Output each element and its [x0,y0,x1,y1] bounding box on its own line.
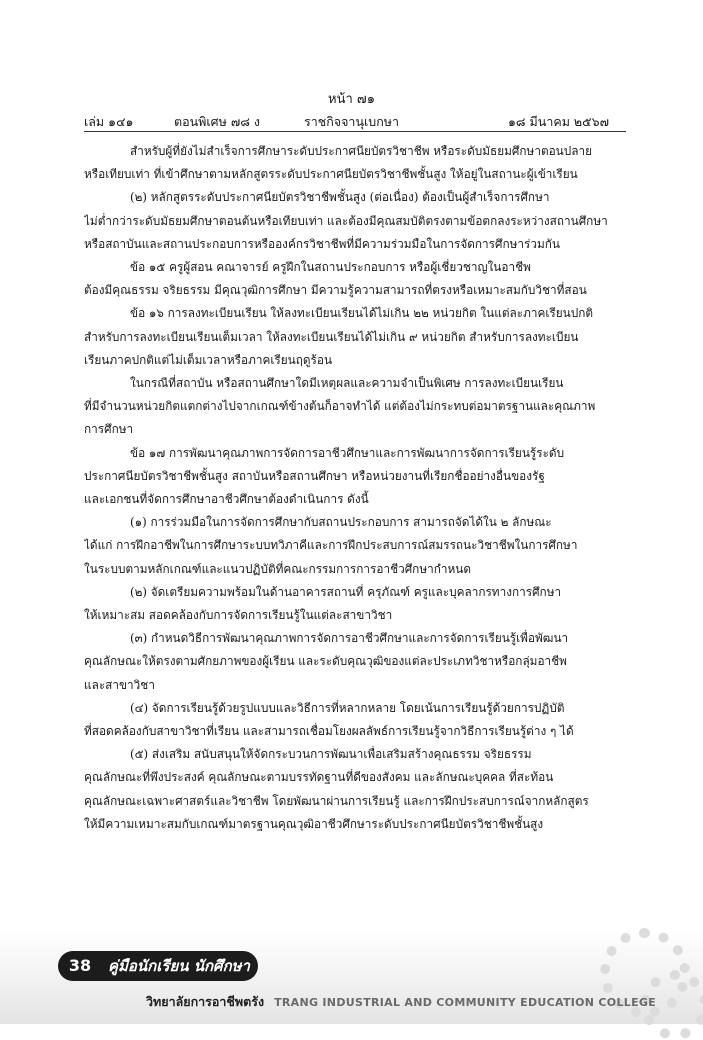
paragraph-line: ข้อ ๑๗ การพัฒนาคุณภาพการจัดการอาชีวศึกษาและการพัฒนาการจัดการเรียนรู้ระดับ [130,445,565,460]
paragraph-line: ที่สอดคล้องกับสาขาวิชาที่เรียน และสามารถเชื่อมโยงผลลัพธ์การเรียนรู้จากวิธีการเรียนรู้ต่าง ๆ ได้ [84,724,574,739]
body-paragraph [84,186,626,256]
body-paragraph [84,697,626,743]
paragraph-line: (๕) ส่งเสริม สนับสนุนให้จัดกระบวนการพัฒนาเพื่อเสริมสร้างคุณธรรม จริยธรรม [130,747,532,762]
college-name [146,992,656,1012]
body-paragraph [84,140,626,186]
body-paragraph [84,256,626,302]
handbook-title: คู่มือนักเรียน นักศึกษา [108,957,250,975]
paragraph-line: (๒) จัดเตรียมความพร้อมในด้านอาคารสถานที่ ครุภัณฑ์ ครูและบุคลากรทางการศึกษา [130,584,562,599]
body-paragraph [84,442,626,512]
college-name-thai: วิทยาลัยการอาชีพตรัง [146,994,265,1009]
footer-page-number: 38 [62,955,98,977]
gazette-header [84,112,626,132]
paragraph-line: สำหรับการลงทะเบียนเรียนเต็มเวลา ให้ลงทะเบียนเรียนได้ไม่เกิน ๙ หน่วยกิต สำหรับการลงทะเบียน [84,329,579,344]
paragraph-line: (๒) หลักสูตรระดับประกาศนียบัตรวิชาชีพชั้นสูง (ต่อเนื่อง) ต้องเป็นผู้สำเร็จการศึกษา [130,190,550,205]
paragraph-line: หรือสถาบันและสถานประกอบการหรือองค์กรวิชาชีพที่มีความร่วมมือในการจัดการศึกษาร่วมกัน [84,236,560,251]
document-body [84,140,626,836]
college-name-english: TRANG INDUSTRIAL AND COMMUNITY EDUCATION COLLEGE [274,996,657,1009]
paragraph-line: ให้เหมาะสม สอดคล้องกับการจัดการเรียนรู้ในแต่ละสาขาวิชา [84,608,393,623]
paragraph-line: ในระบบตามหลักเกณฑ์และแนวปฏิบัติที่คณะกรรมการการอาชีวศึกษากำหนด [84,561,471,576]
body-paragraph [84,372,626,442]
paragraph-line: ข้อ ๑๖ การลงทะเบียนเรียน ให้ลงทะเบียนเรียนได้ไม่เกิน ๒๒ หน่วยกิต ในแต่ละภาคเรียนปกติ [130,306,594,321]
paragraph-line: (๓) กำหนดวิธีการพัฒนาคุณภาพการจัดการอาชีวศึกษาและการจัดการเรียนรู้เพื่อพัฒนา [130,631,569,646]
paragraph-line: ที่มีจำนวนหน่วยกิตแตกต่างไปจากเกณฑ์ข้างต้นก็อาจทำได้ แต่ต้องไม่กระทบต่อมาตรฐานและคุณภาพ [84,399,596,414]
page-number-label: หน้า ๗๑ [328,92,375,107]
body-paragraph [84,302,626,372]
paragraph-line: สำหรับผู้ที่ยังไม่สำเร็จการศึกษาระดับประกาศนียบัตรวิชาชีพ หรือระดับมัธยมศึกษาตอนปลาย [130,144,593,158]
paragraph-line: ไม่ต่ำกว่าระดับมัธยมศึกษาตอนต้นหรือเทียบเท่า และต้องมีคุณสมบัติตรงตามข้อตกลงระหว่างสถานศึกษา [84,213,608,228]
paragraph-line: และเอกชนที่จัดการศึกษาอาชีวศึกษาต้องดำเนินการ ดังนี้ [84,492,369,507]
body-paragraph [84,511,626,581]
paragraph-line: (๑) การร่วมมือในการจัดการศึกษากับสถานประกอบการ สามารถจัดได้ใน ๒ ลักษณะ [130,515,552,530]
header-divider [84,131,626,132]
paragraph-line: และสาขาวิชา [84,677,155,692]
paragraph-line: เรียนภาคปกติแต่ไม่เต็มเวลาหรือภาคเรียนฤดูร้อน [84,352,333,367]
date-label: ๑๘ มีนาคม ๒๕๖๗ [508,114,609,129]
paragraph-line: คุณลักษณะที่พึงประสงค์ คุณลักษณะตามบรรทัดฐานที่ดีของสังคม และลักษณะบุคคล ที่สะท้อน [84,770,554,785]
paragraph-line: ในกรณีที่สถาบัน หรือสถานศึกษาใดมีเหตุผลและความจำเป็นพิเศษ การลงทะเบียนเรียน [130,376,564,391]
body-paragraph [84,581,626,627]
body-paragraph [84,743,626,836]
body-paragraph [84,627,626,697]
paragraph-line: ให้มีความเหมาะสมกับเกณฑ์มาตรฐานคุณวุฒิอาชีวศึกษาระดับประกาศนียบัตรวิชาชีพชั้นสูง [84,816,544,831]
paragraph-line: ประกาศนียบัตรวิชาชีพชั้นสูง สถาบันหรือสถานศึกษา หรือหน่วยงานที่เรียกชื่ออย่างอื่นของรัฐ [84,468,545,483]
paragraph-line: (๔) จัดการเรียนรู้ด้วยรูปแบบและวิธีการที่หลากหลาย โดยเน้นการเรียนรู้ด้วยการปฏิบัติ [130,700,565,715]
paragraph-line: หรือเทียบเท่า ที่เข้าศึกษาตามหลักสูตรระดับประกาศนียบัตรวิชาชีพชั้นสูง ให้อยู่ในสถานะผู้เข้าเรียน [84,167,578,182]
volume-label: เล่ม ๑๔๑ [84,114,134,129]
paragraph-line: ได้แก่ การฝึกอาชีพในการศึกษาระบบทวิภาคีและการฝึกประสบการณ์สมรรถนะวิชาชีพในการศึกษา [84,538,578,553]
gazette-name: ราชกิจจานุเบกษา [304,114,400,129]
section-label: ตอนพิเศษ ๗๘ ง [174,114,260,129]
paragraph-line: คุณลักษณะให้ตรงตามศักยภาพของผู้เรียน และระดับคุณวุฒิของแต่ละประเภทวิชาหรือกลุ่มอาชีพ [84,654,567,669]
paragraph-line: คุณลักษณะเฉพาะศาสตร์และวิชาชีพ โดยพัฒนาผ่านการเรียนรู้ และการฝึกประสบการณ์จากหลักสูตร [84,793,589,808]
paragraph-line: ข้อ ๑๕ ครูผู้สอน คณาจารย์ ครูฝึกในสถานประกอบการ หรือผู้เชี่ยวชาญในอาชีพ [130,260,531,275]
paragraph-line: การศึกษา [84,422,134,437]
paragraph-line: ต้องมีคุณธรรม จริยธรรม มีคุณวุฒิการศึกษา มีความรู้ความสามารถที่ตรงหรือเหมาะสมกับวิชาที่สอน [84,283,587,298]
